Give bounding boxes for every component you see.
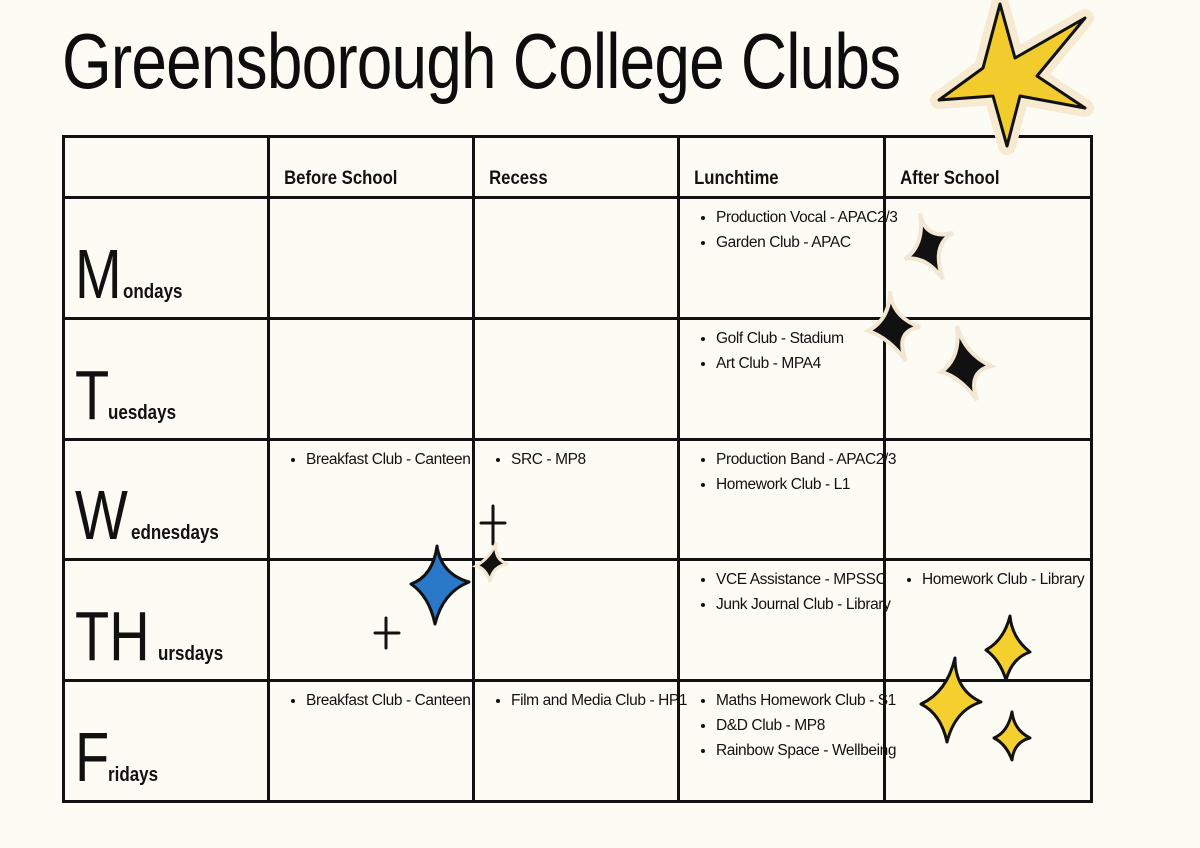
day-initial: M	[75, 234, 122, 313]
club-list	[680, 205, 898, 255]
club-list	[680, 567, 891, 617]
day-initial: T	[75, 355, 110, 434]
cell-after-school	[885, 560, 1092, 681]
club-item: • Breakfast Club - Canteen	[306, 447, 472, 472]
club-item: • Junk Journal Club - Library	[716, 592, 883, 617]
day-row	[64, 439, 1092, 560]
day-name-rest: ridays	[107, 764, 158, 786]
club-item: • Rainbow Space - Wellbeing	[716, 738, 883, 763]
column-header	[65, 184, 79, 190]
day-name-rest: uesdays	[107, 401, 176, 424]
club-list	[270, 447, 472, 472]
cell-recess	[474, 198, 679, 319]
column-header: Lunchtime	[694, 168, 779, 189]
day-initial: TH	[75, 597, 150, 676]
page-title: Greensborough College Clubs	[62, 17, 901, 105]
day-label-cell	[64, 439, 269, 560]
cell-recess	[474, 681, 688, 802]
day-label	[75, 476, 234, 555]
day-row	[64, 681, 1092, 802]
club-list	[475, 447, 677, 472]
club-item: • Film and Media Club - HP1	[511, 688, 677, 713]
day-row	[64, 198, 1092, 319]
cell-lunchtime	[679, 198, 898, 319]
column-header: Before School	[284, 168, 398, 189]
club-list	[680, 688, 897, 763]
day-name-rest: ednesdays	[131, 522, 219, 545]
cell-lunchtime	[679, 560, 891, 681]
club-item: • Homework Club - Library	[922, 567, 1090, 592]
day-label	[75, 597, 235, 676]
club-item: • Golf Club - Stadium	[716, 326, 883, 351]
header-before-school	[269, 137, 474, 198]
club-item: • Art Club - MPA4	[716, 351, 883, 376]
club-item: • Garden Club - APAC	[716, 230, 883, 255]
club-item: • Maths Homework Club - S1	[716, 688, 883, 713]
day-name-rest: ondays	[123, 280, 183, 303]
cell-before-school	[269, 198, 474, 319]
cell-recess	[474, 439, 679, 560]
club-list	[475, 688, 688, 713]
club-list	[680, 326, 883, 376]
cell-before-school	[269, 439, 474, 560]
day-row	[64, 560, 1092, 681]
day-label-cell	[64, 681, 269, 802]
cell-after-school	[885, 681, 1092, 802]
club-item: • Production Vocal - APAC2/3	[716, 205, 883, 230]
day-label	[75, 718, 167, 796]
day-name-rest: ursdays	[158, 643, 224, 666]
club-item: • Breakfast Club - Canteen	[306, 688, 472, 713]
cell-before-school	[269, 560, 474, 681]
cell-lunchtime	[679, 681, 897, 802]
cell-after-school	[885, 318, 1092, 439]
day-initial: F	[75, 718, 110, 796]
day-label-cell	[64, 560, 269, 681]
cell-before-school	[269, 681, 474, 802]
day-label-cell	[64, 198, 269, 319]
day-label	[75, 355, 188, 434]
cell-after-school	[885, 198, 1092, 319]
day-row	[64, 318, 1092, 439]
club-item: • Homework Club - L1	[716, 472, 883, 497]
cell-before-school	[269, 318, 474, 439]
club-item: • SRC - MP8	[511, 447, 677, 472]
cell-recess	[474, 318, 679, 439]
column-header: Recess	[489, 168, 548, 189]
column-header: After School	[900, 168, 1000, 189]
club-item: • Production Band - APAC2/3	[716, 447, 883, 472]
header-row	[64, 137, 1092, 198]
star-icon	[925, 0, 1100, 156]
cell-recess	[474, 560, 679, 681]
day-label	[75, 234, 193, 313]
header-lunchtime	[679, 137, 885, 198]
club-list	[680, 447, 897, 497]
club-list	[270, 688, 472, 713]
club-item: • D&D Club - MP8	[716, 713, 883, 738]
club-item: • VCE Assistance - MPSSC	[716, 567, 883, 592]
cell-lunchtime	[679, 318, 885, 439]
day-initial: W	[75, 476, 128, 555]
day-label-cell	[64, 318, 269, 439]
club-list	[886, 567, 1090, 592]
header-recess	[474, 137, 679, 198]
header-corner-cell	[64, 137, 269, 198]
club-timetable	[62, 135, 1093, 803]
header-after-school	[885, 137, 1092, 198]
cell-after-school	[885, 439, 1092, 560]
cell-lunchtime	[679, 439, 897, 560]
